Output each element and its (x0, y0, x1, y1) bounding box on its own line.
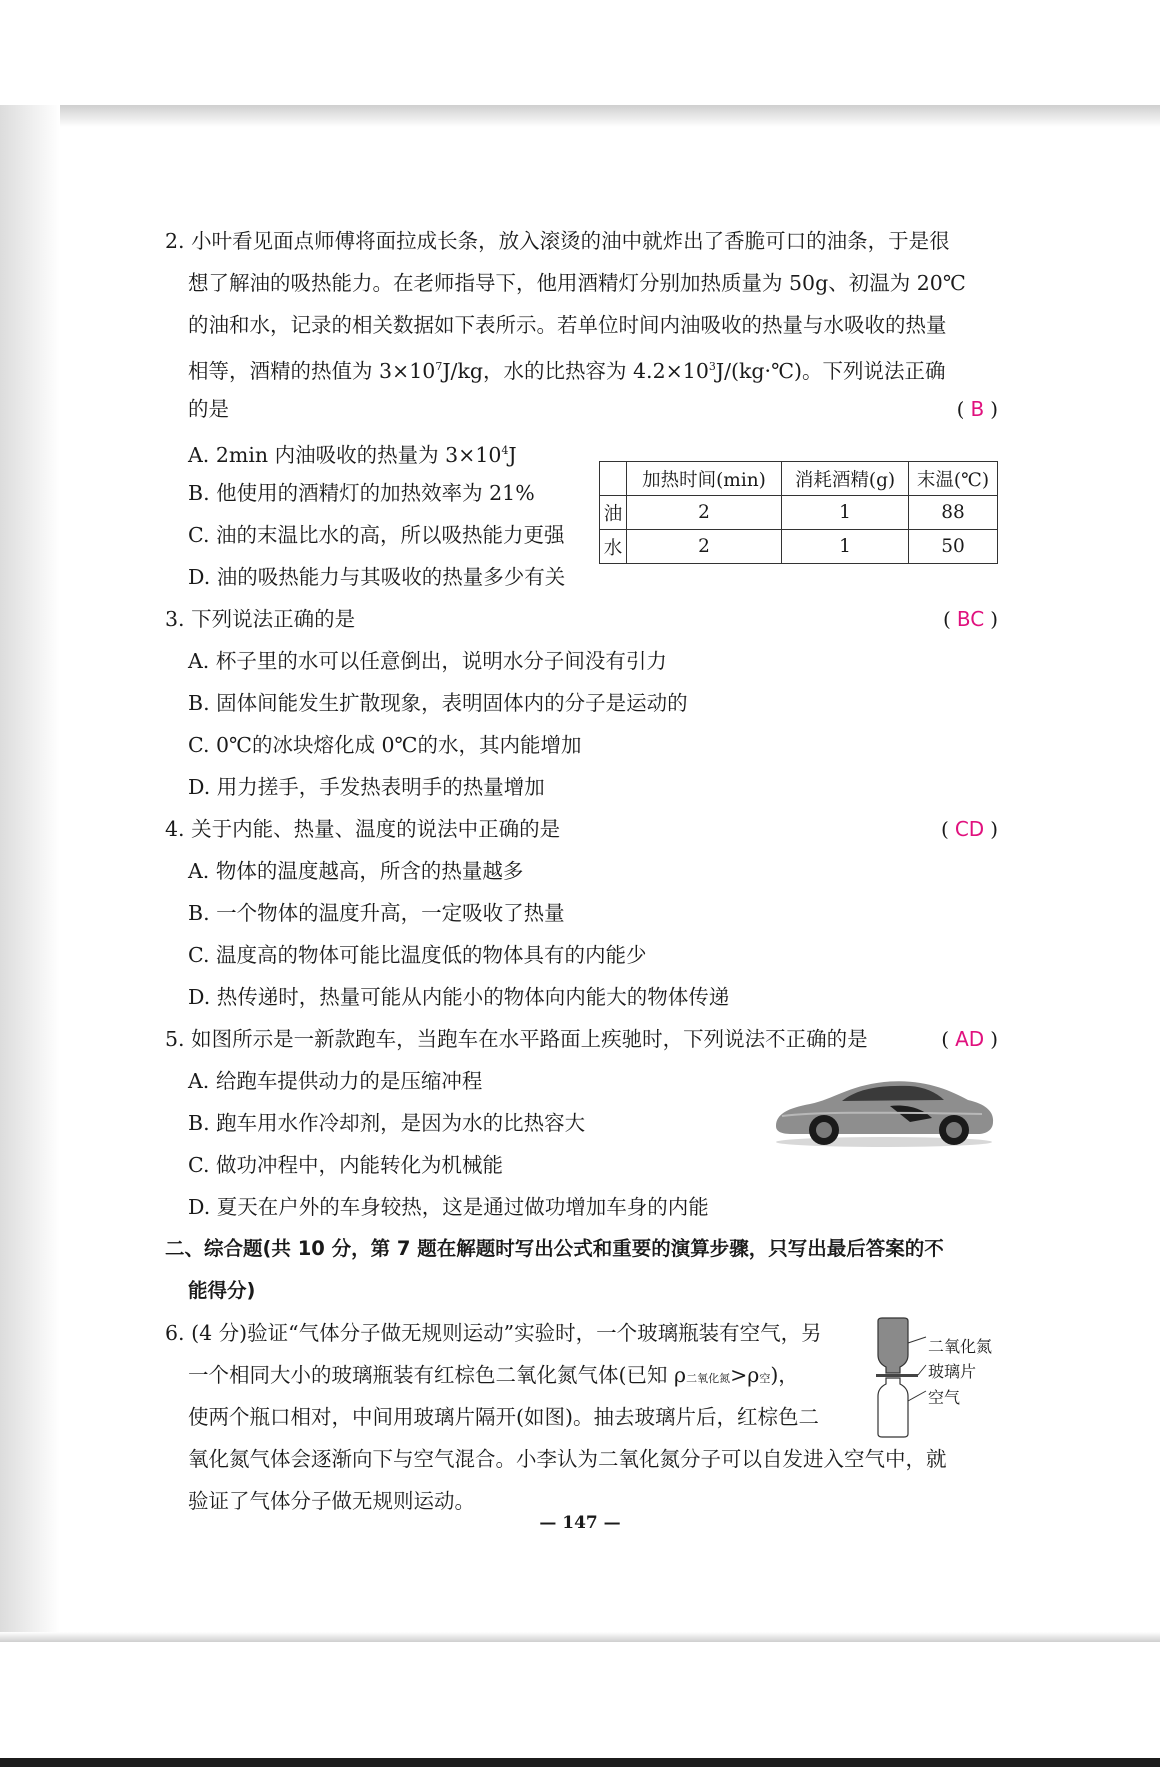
q2-line-2: 想了解油的吸热能力。在老师指导下，他用酒精灯分别加热质量为 50g、初温为 20℃ (188, 271, 966, 295)
q3-stem: 3. 下列说法正确的是 (165, 607, 356, 631)
label-nitrogen-dioxide: 二氧化氮 (928, 1337, 993, 1356)
q2-answer: ( B ) (956, 397, 998, 421)
table-cell: 油 (600, 496, 627, 530)
table-row (600, 496, 998, 530)
q3-option-b: B. 固体间能发生扩散现象，表明固体内的分子是运动的 (188, 691, 688, 715)
q5-option-a: A. 给跑车提供动力的是压缩冲程 (188, 1069, 483, 1093)
label-glass-plate: 玻璃片 (928, 1362, 977, 1381)
q3-option-a: A. 杯子里的水可以任意倒出，说明水分子间没有引力 (188, 649, 667, 673)
q4-option-d: D. 热传递时，热量可能从内能小的物体向内能大的物体传递 (188, 985, 730, 1009)
glass-plate (876, 1374, 918, 1377)
section-2-heading-line-2: 能得分) (188, 1279, 256, 1302)
table-row (600, 530, 998, 564)
table-header-cell: 加热时间(min) (627, 462, 782, 496)
table-header-cell: 消耗酒精(g) (782, 462, 909, 496)
q6-line-5: 验证了气体分子做无规则运动。 (188, 1489, 475, 1513)
q6-line-2: 一个相同大小的玻璃瓶装有红棕色二氧化氮气体(已知 ρ二氧化氮>ρ空)， (188, 1363, 799, 1387)
q3-option-d: D. 用力搓手，手发热表明手的热量增加 (188, 775, 545, 799)
q4-answer: ( CD ) (941, 817, 998, 841)
q2-option-d: D. 油的吸热能力与其吸收的热量多少有关 (188, 565, 566, 589)
q6-line-1: 6. (4 分)验证“气体分子做无规则运动”实验时，一个玻璃瓶装有空气，另 (165, 1321, 822, 1345)
q4-option-b: B. 一个物体的温度升高，一定吸收了热量 (188, 901, 565, 925)
q2-option-b: B. 他使用的酒精灯的加热效率为 21% (188, 481, 535, 505)
q2-line-5: 的是 (188, 397, 229, 421)
q4-stem: 4. 关于内能、热量、温度的说法中正确的是 (165, 817, 561, 841)
table-cell: 2 (627, 496, 782, 530)
q5-option-b: B. 跑车用水作冷却剂，是因为水的比热容大 (188, 1111, 586, 1135)
table-cell: 水 (600, 530, 627, 564)
table-header-row (600, 462, 998, 496)
q4-option-a: A. 物体的温度越高，所含的热量越多 (188, 859, 524, 883)
q2-option-a: A. 2min 内油吸收的热量为 $3\times 10^4J$ (188, 443, 517, 467)
q5-option-d: D. 夏天在户外的车身较热，这是通过做功增加车身的内能 (188, 1195, 709, 1219)
q2-line-4: 相等，酒精的热值为 $3\times 10^7J/kg$，水的比热容为 $4.2\times 10^3J/(kg\cdot℃)$。下列说法正确 (188, 359, 946, 383)
table-header-cell (600, 462, 627, 496)
q3-answer: ( BC ) (943, 607, 998, 631)
q2-line-3: 的油和水，记录的相关数据如下表所示。若单位时间内油吸收的热量与水吸收的热量 (188, 313, 947, 337)
table-cell: 1 (782, 496, 909, 530)
table-cell: 2 (627, 530, 782, 564)
q6-line-4: 氧化氮气体会逐渐向下与空气混合。小李认为二氧化氮分子可以自发进入空气中，就 (188, 1447, 947, 1471)
q3-option-c: C. 0℃的冰块熔化成 0℃的水，其内能增加 (188, 733, 582, 757)
document-page (0, 110, 1160, 1635)
label-air: 空气 (928, 1388, 961, 1407)
q2-data-table (599, 461, 998, 564)
table-cell: 88 (909, 496, 998, 530)
q5-option-c: C. 做功冲程中，内能转化为机械能 (188, 1153, 503, 1177)
q4-option-c: C. 温度高的物体可能比温度低的物体具有的内能少 (188, 943, 647, 967)
page-number: — 147 — (539, 1513, 621, 1533)
table-cell: 50 (909, 530, 998, 564)
table-cell: 1 (782, 530, 909, 564)
gas-bottles-figure (868, 1317, 928, 1439)
q2-option-c: C. 油的末温比水的高，所以吸热能力更强 (188, 523, 565, 547)
table-header-cell: 末温(℃) (909, 462, 998, 496)
bottom-bar (0, 1758, 1160, 1767)
section-2-heading-line-1: 二、综合题(共 10 分，第 7 题在解题时写出公式和重要的演算步骤，只写出最后答案的不 (165, 1237, 944, 1260)
sports-car-image (772, 1068, 997, 1148)
q2-line-1: 2. 小叶看见面点师傅将面拉成长条，放入滚烫的油中就炸出了香脆可口的油条，于是很 (165, 229, 950, 253)
q6-line-3: 使两个瓶口相对，中间用玻璃片隔开(如图)。抽去玻璃片后，红棕色二 (188, 1405, 819, 1429)
q5-stem: 5. 如图所示是一新款跑车，当跑车在水平路面上疾驰时，下列说法不正确的是 (165, 1027, 868, 1051)
q5-answer: ( AD ) (941, 1027, 998, 1051)
